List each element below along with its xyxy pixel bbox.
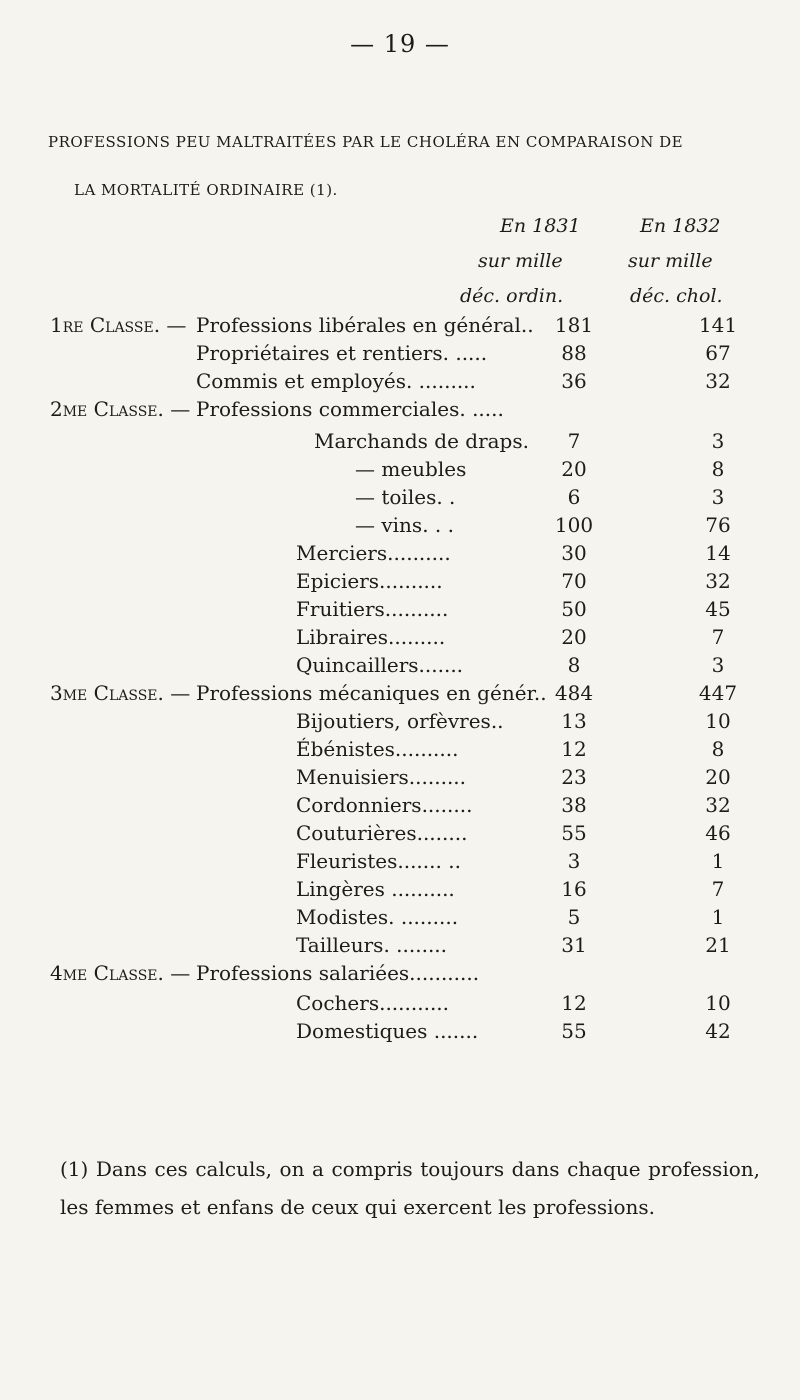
row-label: Professions libérales en général.. xyxy=(196,313,534,337)
table-row xyxy=(0,338,800,368)
row-label: Professions commerciales. ..... xyxy=(196,397,504,421)
value-1832: 3 xyxy=(711,429,725,453)
value-1832: 10 xyxy=(705,991,731,1015)
value-1832: 67 xyxy=(705,341,731,365)
value-1832: 3 xyxy=(711,485,725,509)
value-1831: 100 xyxy=(554,513,594,537)
table-row xyxy=(0,510,800,540)
value-1831: 23 xyxy=(561,765,587,789)
table-row xyxy=(0,538,800,568)
value-1831: 38 xyxy=(561,793,587,817)
value-1832: 46 xyxy=(705,821,731,845)
row-label: Modistes. ......... xyxy=(296,905,459,929)
table-row xyxy=(0,706,800,736)
table-row xyxy=(0,394,800,424)
row-label: Professions mécaniques en génér.. xyxy=(196,681,547,705)
table-row xyxy=(0,734,800,764)
value-1832: 7 xyxy=(711,625,725,649)
value-1831: 12 xyxy=(561,991,587,1015)
table-row xyxy=(0,958,800,988)
value-1832: 42 xyxy=(705,1019,731,1043)
col2-header-line3: déc. chol. xyxy=(630,285,723,307)
row-label: Couturières........ xyxy=(296,821,468,845)
value-1831: 31 xyxy=(561,933,587,957)
value-1832: 8 xyxy=(711,737,725,761)
value-1832: 32 xyxy=(705,569,731,593)
class-label-3: 3me Classe. — xyxy=(50,681,191,705)
title-line-1: PROFESSIONS PEU MALTRAITÉES PAR LE CHOLÉRA EN COMPARAISON DE xyxy=(48,133,684,151)
value-1831: 3 xyxy=(567,849,581,873)
value-1831: 16 xyxy=(561,877,587,901)
value-1831: 7 xyxy=(567,429,581,453)
table-row xyxy=(0,482,800,512)
row-label: Lingères .......... xyxy=(296,877,455,901)
row-label: Cochers........... xyxy=(296,991,450,1015)
table-row xyxy=(0,366,800,396)
table-row xyxy=(0,902,800,932)
value-1832: 1 xyxy=(711,849,725,873)
table-row xyxy=(0,426,800,456)
table-row xyxy=(0,310,800,340)
class-label-2: 2me Classe. — xyxy=(50,397,191,421)
row-label: Domestiques ....... xyxy=(296,1019,479,1043)
class-label-4: 4me Classe. — xyxy=(50,961,191,985)
row-label: Commis et employés. ......... xyxy=(196,369,476,393)
title-line-2: LA MORTALITÉ ORDINAIRE (1). xyxy=(74,181,338,199)
page-number: — 19 — xyxy=(350,30,450,58)
value-1831: 13 xyxy=(561,709,587,733)
value-1831: 181 xyxy=(554,313,594,337)
table-title xyxy=(48,118,766,214)
row-label: Epiciers.......... xyxy=(296,569,443,593)
value-1832: 20 xyxy=(705,765,731,789)
table-row xyxy=(0,818,800,848)
col2-header-line1: En 1832 xyxy=(640,215,721,237)
value-1832: 447 xyxy=(698,681,738,705)
table-row xyxy=(0,874,800,904)
footnote: (1) Dans ces calculs, on a compris toujours dans chaque profession, les femmes et enfans de ceux qui exercent les professions. xyxy=(60,1157,760,1219)
row-label: Merciers.......... xyxy=(296,541,451,565)
row-label: Cordonniers........ xyxy=(296,793,473,817)
row-label: Tailleurs. ........ xyxy=(296,933,448,957)
table-row xyxy=(0,930,800,960)
value-1831: 20 xyxy=(561,625,587,649)
value-1832: 21 xyxy=(705,933,731,957)
table-row xyxy=(0,650,800,680)
value-1831: 12 xyxy=(561,737,587,761)
value-1832: 3 xyxy=(711,653,725,677)
row-label: Menuisiers......... xyxy=(296,765,467,789)
table-row xyxy=(0,1016,800,1046)
value-1832: 32 xyxy=(705,369,731,393)
value-1831: 55 xyxy=(561,1019,587,1043)
row-label: Quincaillers....... xyxy=(296,653,464,677)
table-row xyxy=(0,454,800,484)
value-1832: 10 xyxy=(705,709,731,733)
value-1832: 7 xyxy=(711,877,725,901)
row-label: Bijoutiers, orfèvres.. xyxy=(296,709,504,733)
col1-header-line1: En 1831 xyxy=(500,215,581,237)
value-1831: 484 xyxy=(554,681,594,705)
col2-header-line2: sur mille xyxy=(628,250,713,272)
value-1831: 20 xyxy=(561,457,587,481)
value-1832: 1 xyxy=(711,905,725,929)
value-1831: 6 xyxy=(567,485,581,509)
value-1832: 14 xyxy=(705,541,731,565)
table-row xyxy=(0,988,800,1018)
value-1831: 50 xyxy=(561,597,587,621)
value-1832: 141 xyxy=(698,313,738,337)
table-row xyxy=(0,594,800,624)
row-label: — vins. . . xyxy=(355,513,454,537)
col1-header-line2: sur mille xyxy=(478,250,563,272)
value-1831: 55 xyxy=(561,821,587,845)
value-1832: 32 xyxy=(705,793,731,817)
value-1832: 76 xyxy=(705,513,731,537)
table-row xyxy=(0,790,800,820)
table-row xyxy=(0,566,800,596)
table-row xyxy=(0,678,800,708)
value-1832: 45 xyxy=(705,597,731,621)
row-label: Marchands de draps. xyxy=(314,429,529,453)
value-1831: 70 xyxy=(561,569,587,593)
value-1831: 8 xyxy=(567,653,581,677)
value-1831: 30 xyxy=(561,541,587,565)
value-1831: 88 xyxy=(561,341,587,365)
row-label: Ébénistes.......... xyxy=(296,737,459,761)
row-label: Fleuristes....... .. xyxy=(296,849,461,873)
value-1832: 8 xyxy=(711,457,725,481)
table-row xyxy=(0,622,800,652)
row-label: Fruitiers.......... xyxy=(296,597,449,621)
row-label: Professions salariées........... xyxy=(196,961,480,985)
row-label: — meubles xyxy=(355,457,467,481)
row-label: Propriétaires et rentiers. ..... xyxy=(196,341,488,365)
row-label: — toiles. . xyxy=(355,485,456,509)
table-row xyxy=(0,846,800,876)
col1-header-line3: déc. ordin. xyxy=(460,285,564,307)
value-1831: 5 xyxy=(567,905,581,929)
table-row xyxy=(0,762,800,792)
class-label-1: 1re Classe. — xyxy=(50,313,187,337)
value-1831: 36 xyxy=(561,369,587,393)
row-label: Libraires......... xyxy=(296,625,446,649)
